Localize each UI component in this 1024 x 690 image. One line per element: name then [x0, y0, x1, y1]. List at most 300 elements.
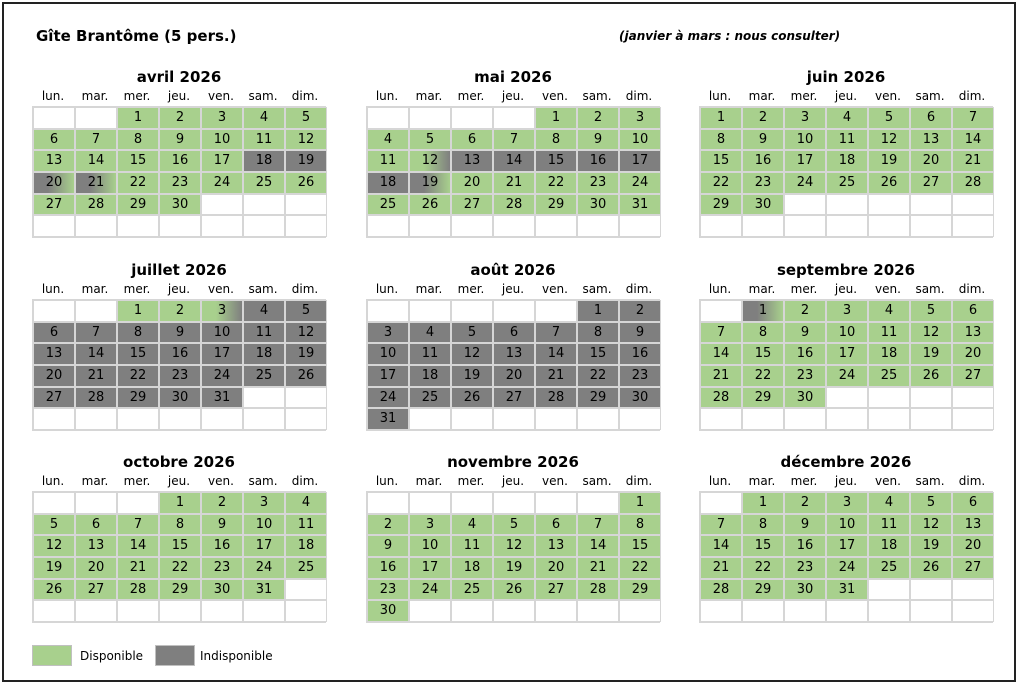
day-cell[interactable]: 13 [493, 343, 535, 365]
day-cell[interactable]: 3 [243, 492, 285, 514]
day-cell[interactable]: 26 [33, 579, 75, 601]
weekday-label: lun. [375, 89, 399, 103]
day-cell[interactable]: 23 [367, 579, 409, 601]
day-cell[interactable]: 28 [952, 172, 994, 194]
day-cell[interactable]: 11 [826, 129, 868, 151]
month-calendar [32, 67, 326, 238]
day-cell[interactable]: 22 [117, 172, 159, 194]
day-cell[interactable]: 7 [700, 514, 742, 536]
day-cell[interactable]: 23 [159, 365, 201, 387]
day-cell[interactable]: 23 [201, 557, 243, 579]
month-title: mai 2026 [474, 68, 552, 86]
day-cell[interactable]: 20 [535, 557, 577, 579]
day-cell[interactable]: 28 [75, 387, 117, 409]
day-cell[interactable]: 13 [910, 129, 952, 151]
day-cell[interactable]: 8 [159, 514, 201, 536]
day-cell[interactable]: 27 [952, 557, 994, 579]
day-cell[interactable]: 24 [201, 365, 243, 387]
day-cell[interactable]: 20 [451, 172, 493, 194]
day-cell[interactable]: 29 [619, 579, 661, 601]
day-cell[interactable]: 14 [577, 535, 619, 557]
day-cell[interactable]: 15 [535, 150, 577, 172]
day-cell[interactable]: 24 [826, 365, 868, 387]
day-cell[interactable]: 16 [159, 150, 201, 172]
day-cell[interactable]: 12 [910, 322, 952, 344]
day-cell[interactable]: 2 [367, 514, 409, 536]
day-cell[interactable]: 27 [451, 194, 493, 216]
day-cell[interactable]: 15 [159, 535, 201, 557]
day-cell[interactable]: 8 [535, 129, 577, 151]
day-cell[interactable]: 1 [117, 107, 159, 129]
day-cell[interactable]: 30 [577, 194, 619, 216]
day-cell[interactable]: 22 [117, 365, 159, 387]
day-cell[interactable]: 4 [243, 300, 285, 322]
day-cell[interactable]: 19 [285, 343, 327, 365]
day-cell[interactable]: 29 [700, 194, 742, 216]
day-cell[interactable]: 11 [243, 322, 285, 344]
weekday-header [32, 87, 326, 106]
day-cell[interactable]: 18 [868, 343, 910, 365]
day-cell[interactable]: 3 [201, 300, 243, 322]
day-cell[interactable]: 28 [493, 194, 535, 216]
day-cell[interactable]: 15 [117, 343, 159, 365]
day-cell[interactable]: 14 [75, 343, 117, 365]
day-cell[interactable]: 27 [535, 579, 577, 601]
day-cell[interactable]: 15 [577, 343, 619, 365]
empty-cell [75, 300, 117, 322]
day-cell[interactable]: 4 [868, 492, 910, 514]
day-cell[interactable]: 5 [409, 129, 451, 151]
day-cell[interactable]: 6 [75, 514, 117, 536]
day-cell[interactable]: 22 [742, 365, 784, 387]
day-cell[interactable]: 26 [910, 557, 952, 579]
day-cell[interactable]: 30 [742, 194, 784, 216]
day-grid [32, 299, 326, 431]
day-cell[interactable]: 11 [868, 322, 910, 344]
day-cell[interactable]: 24 [619, 172, 661, 194]
day-cell[interactable]: 9 [159, 322, 201, 344]
day-cell[interactable]: 25 [451, 579, 493, 601]
day-cell[interactable]: 20 [493, 365, 535, 387]
day-cell[interactable]: 29 [577, 387, 619, 409]
day-cell[interactable]: 6 [33, 129, 75, 151]
legend-available-label: Disponible [80, 648, 144, 663]
day-cell[interactable]: 14 [952, 129, 994, 151]
day-cell[interactable]: 21 [952, 150, 994, 172]
weekday-header [699, 87, 993, 106]
day-cell[interactable]: 12 [451, 343, 493, 365]
day-cell[interactable]: 26 [285, 365, 327, 387]
day-cell[interactable]: 4 [285, 492, 327, 514]
day-cell[interactable]: 17 [243, 535, 285, 557]
empty-cell [201, 215, 243, 237]
weekday-label: sam. [582, 474, 612, 488]
day-cell[interactable]: 2 [159, 300, 201, 322]
day-cell[interactable]: 18 [285, 535, 327, 557]
day-cell[interactable]: 19 [33, 557, 75, 579]
day-cell[interactable]: 1 [535, 107, 577, 129]
day-cell[interactable]: 29 [742, 579, 784, 601]
empty-cell [826, 408, 868, 430]
day-cell[interactable]: 18 [243, 343, 285, 365]
weekday-header [366, 472, 660, 491]
day-cell[interactable]: 24 [243, 557, 285, 579]
empty-cell [577, 408, 619, 430]
day-cell[interactable]: 30 [159, 194, 201, 216]
day-cell[interactable]: 6 [952, 492, 994, 514]
day-cell[interactable]: 31 [619, 194, 661, 216]
day-cell[interactable]: 3 [409, 514, 451, 536]
day-cell[interactable]: 6 [910, 107, 952, 129]
day-cell[interactable]: 27 [493, 387, 535, 409]
day-cell[interactable]: 26 [493, 579, 535, 601]
day-cell[interactable]: 21 [535, 365, 577, 387]
weekday-label: ven. [875, 89, 901, 103]
day-cell[interactable]: 28 [117, 579, 159, 601]
day-cell[interactable]: 25 [243, 365, 285, 387]
day-cell[interactable]: 18 [243, 150, 285, 172]
day-cell[interactable]: 23 [577, 172, 619, 194]
day-cell[interactable]: 14 [75, 150, 117, 172]
day-cell[interactable]: 4 [409, 322, 451, 344]
day-cell[interactable]: 9 [784, 322, 826, 344]
day-cell[interactable]: 10 [201, 322, 243, 344]
day-cell[interactable]: 22 [742, 557, 784, 579]
day-cell[interactable]: 30 [619, 387, 661, 409]
day-cell[interactable]: 16 [619, 343, 661, 365]
day-cell[interactable]: 10 [201, 129, 243, 151]
day-cell[interactable]: 11 [409, 343, 451, 365]
day-cell[interactable]: 23 [619, 365, 661, 387]
day-cell[interactable]: 11 [451, 535, 493, 557]
day-cell[interactable]: 11 [285, 514, 327, 536]
day-cell[interactable]: 25 [826, 172, 868, 194]
day-cell[interactable]: 3 [826, 300, 868, 322]
day-cell[interactable]: 12 [409, 150, 451, 172]
day-cell[interactable]: 22 [159, 557, 201, 579]
day-cell[interactable]: 13 [535, 535, 577, 557]
day-cell[interactable]: 9 [201, 514, 243, 536]
day-cell[interactable]: 18 [367, 172, 409, 194]
day-cell[interactable]: 2 [619, 300, 661, 322]
day-cell[interactable]: 22 [535, 172, 577, 194]
day-cell[interactable]: 26 [285, 172, 327, 194]
day-cell[interactable]: 18 [826, 150, 868, 172]
day-cell[interactable]: 3 [619, 107, 661, 129]
day-cell[interactable]: 26 [910, 365, 952, 387]
day-cell[interactable]: 12 [493, 535, 535, 557]
day-cell[interactable]: 18 [451, 557, 493, 579]
day-cell[interactable]: 19 [868, 150, 910, 172]
day-cell[interactable]: 11 [367, 150, 409, 172]
day-cell[interactable]: 26 [451, 387, 493, 409]
day-cell[interactable]: 29 [159, 579, 201, 601]
day-cell[interactable]: 12 [33, 535, 75, 557]
day-cell[interactable]: 1 [619, 492, 661, 514]
day-cell[interactable]: 28 [700, 387, 742, 409]
day-cell[interactable]: 5 [285, 300, 327, 322]
day-cell[interactable]: 1 [700, 107, 742, 129]
day-cell[interactable]: 3 [826, 492, 868, 514]
day-cell[interactable]: 20 [75, 557, 117, 579]
day-cell[interactable]: 12 [868, 129, 910, 151]
day-cell[interactable]: 26 [868, 172, 910, 194]
day-cell[interactable]: 16 [742, 150, 784, 172]
day-cell[interactable]: 19 [285, 150, 327, 172]
day-cell[interactable]: 23 [159, 172, 201, 194]
day-cell[interactable]: 10 [784, 129, 826, 151]
day-cell[interactable]: 20 [33, 365, 75, 387]
day-cell[interactable]: 9 [159, 129, 201, 151]
day-cell[interactable]: 25 [868, 557, 910, 579]
day-cell[interactable]: 10 [619, 129, 661, 151]
day-cell[interactable]: 25 [243, 172, 285, 194]
day-cell[interactable]: 19 [451, 365, 493, 387]
empty-cell [700, 215, 742, 237]
empty-cell [535, 215, 577, 237]
day-cell[interactable]: 5 [493, 514, 535, 536]
day-cell[interactable]: 12 [285, 322, 327, 344]
day-cell[interactable]: 8 [577, 322, 619, 344]
day-cell[interactable]: 9 [784, 514, 826, 536]
day-cell[interactable]: 17 [826, 535, 868, 557]
day-cell[interactable]: 3 [784, 107, 826, 129]
legend-available-swatch [32, 645, 72, 666]
day-cell[interactable]: 7 [493, 129, 535, 151]
day-cell[interactable]: 20 [910, 150, 952, 172]
day-cell[interactable]: 10 [243, 514, 285, 536]
day-cell[interactable]: 8 [619, 514, 661, 536]
empty-cell [159, 600, 201, 622]
day-cell[interactable]: 8 [742, 514, 784, 536]
weekday-label: ven. [208, 474, 234, 488]
day-cell[interactable]: 28 [577, 579, 619, 601]
day-cell[interactable]: 25 [367, 194, 409, 216]
day-cell[interactable]: 13 [952, 322, 994, 344]
day-cell[interactable]: 17 [826, 343, 868, 365]
day-cell[interactable]: 20 [952, 343, 994, 365]
empty-cell [33, 107, 75, 129]
weekday-label: lun. [375, 474, 399, 488]
day-cell[interactable]: 13 [451, 150, 493, 172]
day-cell[interactable]: 4 [868, 300, 910, 322]
day-cell[interactable]: 12 [285, 129, 327, 151]
day-cell[interactable]: 24 [409, 579, 451, 601]
day-cell[interactable]: 13 [75, 535, 117, 557]
day-cell[interactable]: 1 [742, 300, 784, 322]
day-cell[interactable]: 31 [367, 408, 409, 430]
day-cell[interactable]: 19 [910, 343, 952, 365]
day-cell[interactable]: 4 [451, 514, 493, 536]
day-cell[interactable]: 21 [577, 557, 619, 579]
day-cell[interactable]: 18 [868, 535, 910, 557]
day-cell[interactable]: 20 [952, 535, 994, 557]
day-cell[interactable]: 30 [784, 579, 826, 601]
day-cell[interactable]: 8 [117, 129, 159, 151]
day-cell[interactable]: 28 [700, 579, 742, 601]
day-cell[interactable]: 17 [784, 150, 826, 172]
day-cell[interactable]: 7 [577, 514, 619, 536]
day-cell[interactable]: 1 [742, 492, 784, 514]
day-cell[interactable]: 24 [826, 557, 868, 579]
day-cell[interactable]: 2 [742, 107, 784, 129]
day-cell[interactable]: 8 [742, 322, 784, 344]
day-cell[interactable]: 3 [201, 107, 243, 129]
day-cell[interactable]: 1 [159, 492, 201, 514]
day-cell[interactable]: 9 [577, 129, 619, 151]
day-cell[interactable]: 24 [201, 172, 243, 194]
day-cell[interactable]: 15 [742, 343, 784, 365]
day-cell[interactable]: 16 [159, 343, 201, 365]
day-cell[interactable]: 14 [493, 150, 535, 172]
day-cell[interactable]: 15 [742, 535, 784, 557]
day-cell[interactable]: 21 [75, 172, 117, 194]
day-cell[interactable]: 14 [700, 343, 742, 365]
day-cell[interactable]: 13 [952, 514, 994, 536]
day-cell[interactable]: 5 [910, 300, 952, 322]
day-cell[interactable]: 27 [33, 387, 75, 409]
day-cell[interactable]: 16 [784, 343, 826, 365]
day-cell[interactable]: 16 [201, 535, 243, 557]
day-cell[interactable]: 31 [826, 579, 868, 601]
day-cell[interactable]: 30 [367, 600, 409, 622]
day-cell[interactable]: 10 [367, 343, 409, 365]
weekday-header [32, 472, 326, 491]
day-cell[interactable]: 2 [577, 107, 619, 129]
day-cell[interactable]: 5 [33, 514, 75, 536]
day-cell[interactable]: 24 [367, 387, 409, 409]
day-cell[interactable]: 17 [409, 557, 451, 579]
day-cell[interactable]: 26 [409, 194, 451, 216]
day-cell[interactable]: 2 [159, 107, 201, 129]
day-cell[interactable]: 30 [159, 387, 201, 409]
day-cell[interactable]: 7 [117, 514, 159, 536]
day-cell[interactable]: 6 [451, 129, 493, 151]
day-cell[interactable]: 31 [243, 579, 285, 601]
day-cell[interactable]: 7 [75, 322, 117, 344]
day-cell[interactable]: 16 [577, 150, 619, 172]
day-cell[interactable]: 19 [409, 172, 451, 194]
day-cell[interactable]: 24 [784, 172, 826, 194]
day-cell[interactable]: 7 [700, 322, 742, 344]
day-cell[interactable]: 27 [910, 172, 952, 194]
day-cell[interactable]: 23 [784, 365, 826, 387]
day-cell[interactable]: 4 [826, 107, 868, 129]
day-cell[interactable]: 8 [117, 322, 159, 344]
day-cell[interactable]: 27 [33, 194, 75, 216]
day-cell[interactable]: 31 [201, 387, 243, 409]
empty-cell [493, 600, 535, 622]
day-cell[interactable]: 15 [117, 150, 159, 172]
day-cell[interactable]: 6 [493, 322, 535, 344]
day-cell[interactable]: 30 [201, 579, 243, 601]
day-cell[interactable]: 10 [826, 514, 868, 536]
day-cell[interactable]: 21 [700, 365, 742, 387]
day-cell[interactable]: 2 [784, 492, 826, 514]
day-cell[interactable]: 23 [784, 557, 826, 579]
day-cell[interactable]: 15 [619, 535, 661, 557]
day-cell[interactable]: 29 [535, 194, 577, 216]
empty-cell [535, 600, 577, 622]
day-cell[interactable]: 27 [952, 365, 994, 387]
day-cell[interactable]: 25 [409, 387, 451, 409]
day-cell[interactable]: 16 [784, 535, 826, 557]
day-cell[interactable]: 5 [285, 107, 327, 129]
day-cell[interactable]: 4 [367, 129, 409, 151]
day-cell[interactable]: 11 [868, 514, 910, 536]
day-cell[interactable]: 9 [619, 322, 661, 344]
day-cell[interactable]: 6 [952, 300, 994, 322]
day-cell[interactable]: 13 [33, 150, 75, 172]
day-cell[interactable]: 23 [742, 172, 784, 194]
day-cell[interactable]: 9 [742, 129, 784, 151]
day-cell[interactable]: 10 [826, 322, 868, 344]
day-cell[interactable]: 7 [75, 129, 117, 151]
day-cell[interactable]: 2 [784, 300, 826, 322]
day-cell[interactable]: 11 [243, 129, 285, 151]
day-cell[interactable]: 14 [700, 535, 742, 557]
day-cell[interactable]: 21 [700, 557, 742, 579]
day-cell[interactable]: 28 [75, 194, 117, 216]
day-cell[interactable]: 5 [910, 492, 952, 514]
day-cell[interactable]: 20 [33, 172, 75, 194]
day-cell[interactable]: 22 [619, 557, 661, 579]
day-cell[interactable]: 25 [868, 365, 910, 387]
day-cell[interactable]: 18 [409, 365, 451, 387]
day-cell[interactable]: 1 [577, 300, 619, 322]
day-cell[interactable]: 12 [910, 514, 952, 536]
day-cell[interactable]: 6 [33, 322, 75, 344]
day-cell[interactable]: 7 [952, 107, 994, 129]
day-cell[interactable]: 21 [75, 365, 117, 387]
day-cell[interactable]: 21 [117, 557, 159, 579]
day-cell[interactable]: 17 [619, 150, 661, 172]
day-cell[interactable]: 29 [742, 387, 784, 409]
day-cell[interactable]: 15 [700, 150, 742, 172]
day-cell[interactable]: 10 [409, 535, 451, 557]
day-cell[interactable]: 25 [285, 557, 327, 579]
day-cell[interactable]: 28 [535, 387, 577, 409]
day-cell[interactable]: 4 [243, 107, 285, 129]
day-cell[interactable]: 14 [117, 535, 159, 557]
day-cell[interactable]: 1 [117, 300, 159, 322]
day-cell[interactable]: 16 [367, 557, 409, 579]
day-cell[interactable]: 2 [201, 492, 243, 514]
day-cell[interactable]: 22 [577, 365, 619, 387]
day-cell[interactable]: 22 [700, 172, 742, 194]
day-cell[interactable]: 30 [784, 387, 826, 409]
day-cell[interactable]: 6 [535, 514, 577, 536]
day-cell[interactable]: 5 [451, 322, 493, 344]
day-cell[interactable]: 21 [493, 172, 535, 194]
day-cell[interactable]: 13 [33, 343, 75, 365]
day-cell[interactable]: 19 [493, 557, 535, 579]
day-cell[interactable]: 5 [868, 107, 910, 129]
day-cell[interactable]: 17 [367, 365, 409, 387]
day-cell[interactable]: 17 [201, 343, 243, 365]
empty-cell [952, 408, 994, 430]
day-cell[interactable]: 8 [700, 129, 742, 151]
day-cell[interactable]: 14 [535, 343, 577, 365]
day-cell[interactable]: 27 [75, 579, 117, 601]
day-cell[interactable]: 3 [367, 322, 409, 344]
day-cell[interactable]: 17 [201, 150, 243, 172]
day-cell[interactable]: 19 [910, 535, 952, 557]
day-cell[interactable]: 29 [117, 194, 159, 216]
day-cell[interactable]: 7 [535, 322, 577, 344]
day-cell[interactable]: 9 [367, 535, 409, 557]
day-cell[interactable]: 29 [117, 387, 159, 409]
